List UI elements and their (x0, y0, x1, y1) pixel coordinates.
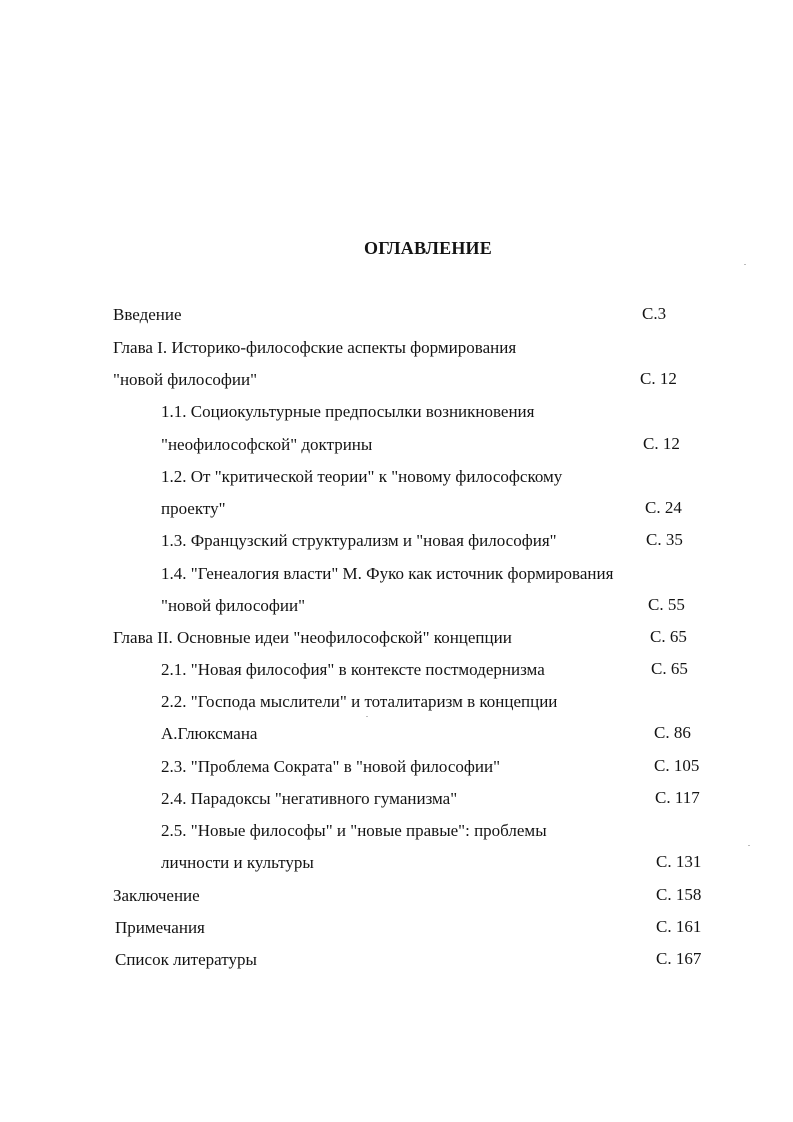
toc-page-chapter-2: С. 65 (650, 627, 687, 646)
toc-entry-chapter-1: Глава I. Историко-философские аспекты формирования (113, 338, 517, 357)
toc-entry-section-2-5-cont: личности и культуры (161, 853, 314, 872)
toc-page-section-2-3: С. 105 (654, 756, 700, 775)
toc-page-section-2-4: С. 117 (655, 788, 700, 807)
toc-page-bibliography: С. 167 (656, 949, 702, 968)
toc-entry-section-1-2-cont: проекту" (161, 499, 226, 518)
toc-page-section-2-1: С. 65 (651, 659, 688, 678)
toc-entry-section-2-5: 2.5. "Новые философы" и "новые правые": проблемы (161, 821, 547, 840)
toc-page-section-2-2: С. 86 (654, 723, 691, 742)
toc-page-section-1-3: С. 35 (646, 530, 683, 549)
toc-entry-introduction: Введение (113, 305, 182, 324)
toc-page-conclusion: С. 158 (656, 885, 702, 904)
toc-page-introduction: С.3 (642, 304, 667, 323)
toc-page-notes: С. 161 (656, 917, 702, 936)
toc-entry-section-2-3: 2.3. "Проблема Сократа" в "новой философии" (161, 757, 501, 776)
toc-entry-section-1-4-cont: "новой философии" (161, 596, 306, 615)
toc-page-chapter-1: С. 12 (640, 369, 677, 388)
toc-entry-conclusion: Заключение (113, 886, 200, 905)
toc-page-section-1-2: С. 24 (645, 498, 682, 517)
toc-entry-section-2-4: 2.4. Парадоксы "негативного гуманизма" (161, 789, 458, 808)
toc-entry-section-2-2-cont: А.Глюксмана (161, 724, 258, 743)
toc-entry-section-1-3: 1.3. Французский структурализм и "новая философия" (161, 531, 557, 550)
scan-speck (748, 845, 750, 846)
scan-speck (744, 264, 746, 265)
toc-entry-chapter-2: Глава II. Основные идеи "неофилософской" концепции (113, 628, 512, 647)
toc-page-section-1-4: С. 55 (648, 595, 685, 614)
toc-entry-section-2-1: 2.1. "Новая философия" в контексте постмодернизма (161, 660, 545, 679)
toc-entry-section-1-1: 1.1. Социокультурные предпосылки возникновения (161, 402, 535, 421)
toc-entry-section-1-4: 1.4. "Генеалогия власти" М. Фуко как источник формирования (161, 564, 614, 583)
toc-entry-bibliography: Список литературы (115, 950, 257, 969)
toc-entry-section-2-2: 2.2. "Господа мыслители" и тоталитаризм в концепции (161, 692, 558, 711)
toc-entry-notes: Примечания (115, 918, 205, 937)
scan-speck (366, 716, 368, 717)
toc-page-section-1-1: С. 12 (643, 434, 680, 453)
toc-entry-section-1-1-cont: "неофилософской" доктрины (161, 435, 373, 454)
toc-entry-chapter-1-cont: "новой философии" (113, 370, 258, 389)
toc-page-section-2-5: С. 131 (656, 852, 702, 871)
toc-entry-section-1-2: 1.2. От "критической теории" к "новому философскому (161, 467, 563, 486)
page-title: ОГЛАВЛЕНИЕ (364, 238, 492, 258)
